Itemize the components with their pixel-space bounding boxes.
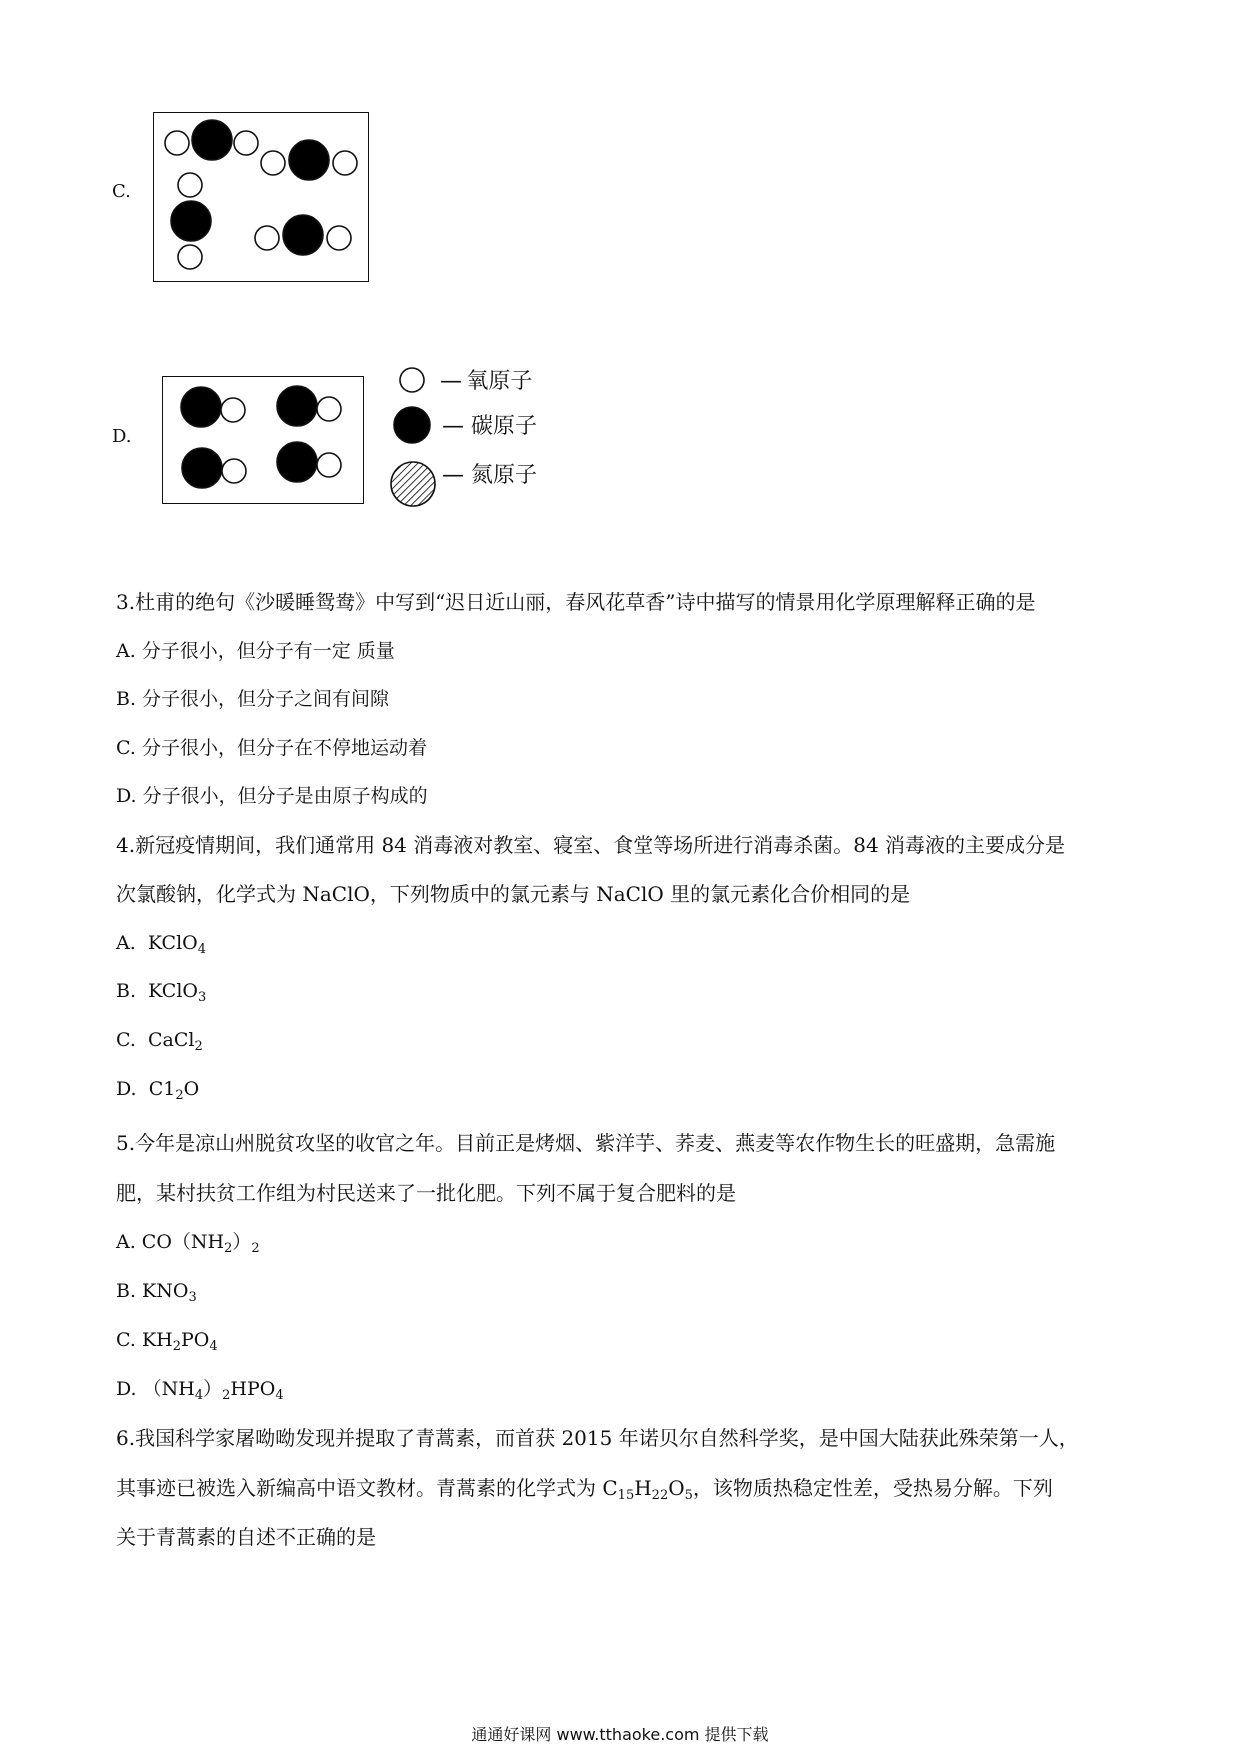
oxygen-legend-icon: [400, 368, 424, 392]
question-6-stem-line1: 6.我国科学家屠呦呦发现并提取了青蒿素，而首获 2015 年诺贝尔自然科学奖，是中国大陆获此殊荣第一人，: [116, 1426, 1079, 1450]
oxygen-atom: [327, 226, 351, 250]
page-footer: 通通好课网 www.tthaoke.com 提供下载: [471, 1725, 769, 1744]
molecule-diagram-d: [163, 377, 363, 503]
legend-symbols: [384, 362, 444, 512]
oxygen-atom: [234, 131, 258, 155]
oxygen-atom: [178, 173, 202, 197]
carbon-legend-icon: [394, 407, 430, 443]
question-3-stem: 3.杜甫的绝句《沙暖睡鸳鸯》中写到“迟日近山丽，春风花草香”诗中描写的情景用化学原理解释正确的是: [116, 590, 1036, 614]
question-5-option-c: C. $KH_2PO_4$: [116, 1329, 218, 1354]
oxygen-atom: [178, 245, 202, 269]
legend-oxygen: — 氧原子: [440, 369, 533, 394]
carbon-atom: [277, 442, 317, 482]
question-6-stem-line2: 其事迹已被选入新编高中语文教材。青蒿素的化学式为 $C_{15}H_{22}O_5$，该物质热稳定性差，受热易分解。下列: [116, 1476, 1053, 1503]
question-4-option-b: B. KClO$_3$: [116, 980, 207, 1005]
question-4-stem-line1: 4.新冠疫情期间，我们通常用 84 消毒液对教室、寝室、食堂等场所进行消毒杀菌。84 消毒液的主要成分是: [116, 833, 1066, 857]
carbon-atom: [283, 215, 323, 255]
question-4-option-a: A. KClO$_4$: [116, 932, 207, 957]
question-4-option-c: C. CaCl$_2$: [116, 1029, 203, 1054]
question-3-option-d: D. 分子很小，但分子是由原子构成的: [116, 785, 428, 807]
question-3-option-a: A. 分子很小，但分子有一定 质量: [116, 640, 395, 662]
option-c-label: C.: [112, 181, 131, 202]
carbon-atom: [182, 448, 222, 488]
oxygen-atom: [333, 151, 357, 175]
oxygen-atom: [255, 226, 279, 250]
question-5-option-d: D. $(NH_4)_2HPO_4$: [116, 1378, 284, 1403]
oxygen-atom: [221, 398, 245, 422]
carbon-atom: [277, 386, 317, 426]
oxygen-atom: [317, 397, 341, 421]
molecule-box-d: [162, 376, 364, 504]
option-d-label: D.: [112, 426, 132, 447]
oxygen-atom: [317, 453, 341, 477]
carbon-atom: [181, 387, 221, 427]
question-4-stem-line2: 次氯酸钠，化学式为 NaClO，下列物质中的氯元素与 NaClO 里的氯元素化合价相同的是: [116, 882, 911, 906]
legend-nitrogen: — 氮原子: [442, 463, 537, 488]
carbon-atom: [289, 140, 329, 180]
carbon-atom: [171, 201, 211, 241]
question-3-option-c: C. 分子很小，但分子在不停地运动着: [116, 737, 427, 759]
question-4-option-d: D. $C1_2O$: [116, 1078, 200, 1103]
question-5-stem-line1: 5.今年是凉山州脱贫攻坚的收官之年。目前正是烤烟、紫洋芋、荞麦、燕麦等农作物生长的旺盛期，急需施: [116, 1131, 1056, 1155]
molecule-diagram-c: [154, 113, 368, 281]
question-5-option-a: A. $CO(NH_2)_2$: [116, 1231, 260, 1256]
nitrogen-legend-icon: [391, 462, 435, 506]
question-5-stem-line2: 肥，某村扶贫工作组为村民送来了一批化肥。下列不属于复合肥料的是: [116, 1181, 736, 1205]
oxygen-atom: [222, 459, 246, 483]
question-3-option-b: B. 分子很小，但分子之间有间隙: [116, 688, 390, 710]
oxygen-atom: [261, 151, 285, 175]
oxygen-atom: [165, 131, 189, 155]
molecule-box-c: [153, 112, 369, 282]
carbon-atom: [192, 120, 232, 160]
question-5-option-b: B. $KNO_3$: [116, 1280, 197, 1305]
legend-carbon: — 碳原子: [442, 414, 537, 439]
question-6-stem-line3: 关于青蒿素的自述不正确的是: [116, 1525, 376, 1549]
